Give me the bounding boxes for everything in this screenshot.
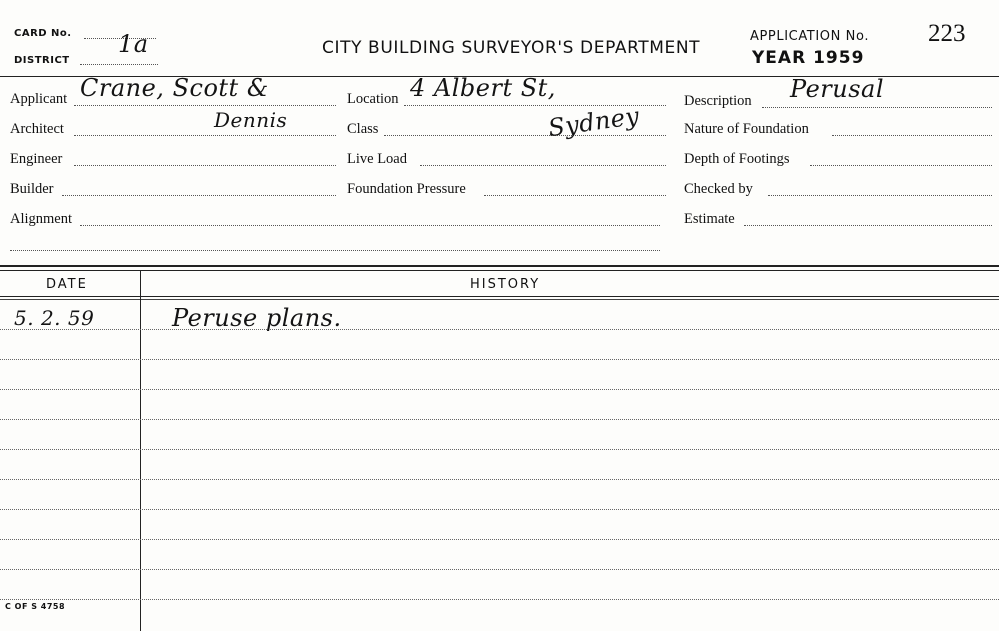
ruled-row bbox=[0, 449, 999, 450]
form-code: C OF S 4758 bbox=[5, 602, 66, 611]
class-value: Sydney bbox=[546, 101, 642, 143]
builder-line bbox=[62, 195, 336, 196]
district-line bbox=[80, 64, 158, 65]
ruled-row bbox=[0, 419, 999, 420]
description-line bbox=[762, 107, 992, 108]
history-column-header: HISTORY bbox=[470, 277, 541, 292]
ruled-row bbox=[0, 359, 999, 360]
live-load-label: Live Load bbox=[347, 151, 407, 167]
engineer-label: Engineer bbox=[10, 151, 63, 167]
live-load-line bbox=[420, 165, 666, 166]
ruled-row bbox=[0, 539, 999, 540]
ruled-row bbox=[0, 599, 999, 600]
district-value: 1a bbox=[118, 30, 149, 58]
engineer-line bbox=[74, 165, 336, 166]
depth-of-footings-label: Depth of Footings bbox=[684, 151, 790, 167]
foundation-pressure-line bbox=[484, 195, 666, 196]
depth-of-footings-line bbox=[810, 165, 992, 166]
nature-of-foundation-label: Nature of Foundation bbox=[684, 121, 809, 137]
nature-of-foundation-line bbox=[832, 135, 992, 136]
class-line bbox=[384, 135, 666, 136]
date-column-header: DATE bbox=[46, 277, 88, 292]
year-label: YEAR 1959 bbox=[752, 48, 865, 68]
estimate-label: Estimate bbox=[684, 211, 735, 227]
application-number: 223 bbox=[928, 20, 966, 47]
checked-by-label: Checked by bbox=[684, 181, 753, 197]
class-label: Class bbox=[347, 121, 379, 137]
header-bottom-rule bbox=[0, 296, 999, 297]
column-divider bbox=[140, 271, 141, 631]
applicant-line bbox=[74, 105, 336, 106]
applicant-value-continued: Dennis bbox=[214, 108, 288, 132]
ruled-row bbox=[0, 329, 999, 330]
checked-by-line bbox=[768, 195, 992, 196]
architect-line bbox=[74, 135, 336, 136]
application-no-label: APPLICATION No. bbox=[750, 29, 870, 44]
location-value: 4 Albert St, bbox=[410, 74, 556, 102]
alignment-label: Alignment bbox=[10, 211, 73, 227]
table-top-rule-2 bbox=[0, 270, 999, 271]
description-value: Perusal bbox=[790, 75, 885, 103]
location-label: Location bbox=[347, 91, 399, 107]
history-entry-text: Peruse plans. bbox=[172, 304, 342, 332]
ruled-row bbox=[0, 509, 999, 510]
ruled-row bbox=[0, 389, 999, 390]
table-top-rule bbox=[0, 265, 999, 267]
district-label: DISTRICT bbox=[14, 55, 70, 66]
ruled-row bbox=[0, 569, 999, 570]
alignment-line bbox=[80, 225, 660, 226]
foundation-pressure-label: Foundation Pressure bbox=[347, 181, 466, 197]
architect-label: Architect bbox=[10, 121, 64, 137]
header-bottom-rule-2 bbox=[0, 299, 999, 300]
ruled-row bbox=[0, 479, 999, 480]
history-entry-date: 5. 2. 59 bbox=[14, 306, 95, 330]
estimate-line bbox=[744, 225, 992, 226]
builder-label: Builder bbox=[10, 181, 54, 197]
extra-line bbox=[10, 250, 660, 251]
description-label: Description bbox=[684, 93, 752, 109]
applicant-label: Applicant bbox=[10, 91, 68, 107]
department-title: CITY BUILDING SURVEYOR'S DEPARTMENT bbox=[322, 38, 701, 58]
applicant-value: Crane, Scott & bbox=[80, 74, 269, 102]
card-no-label: CARD No. bbox=[14, 28, 72, 39]
